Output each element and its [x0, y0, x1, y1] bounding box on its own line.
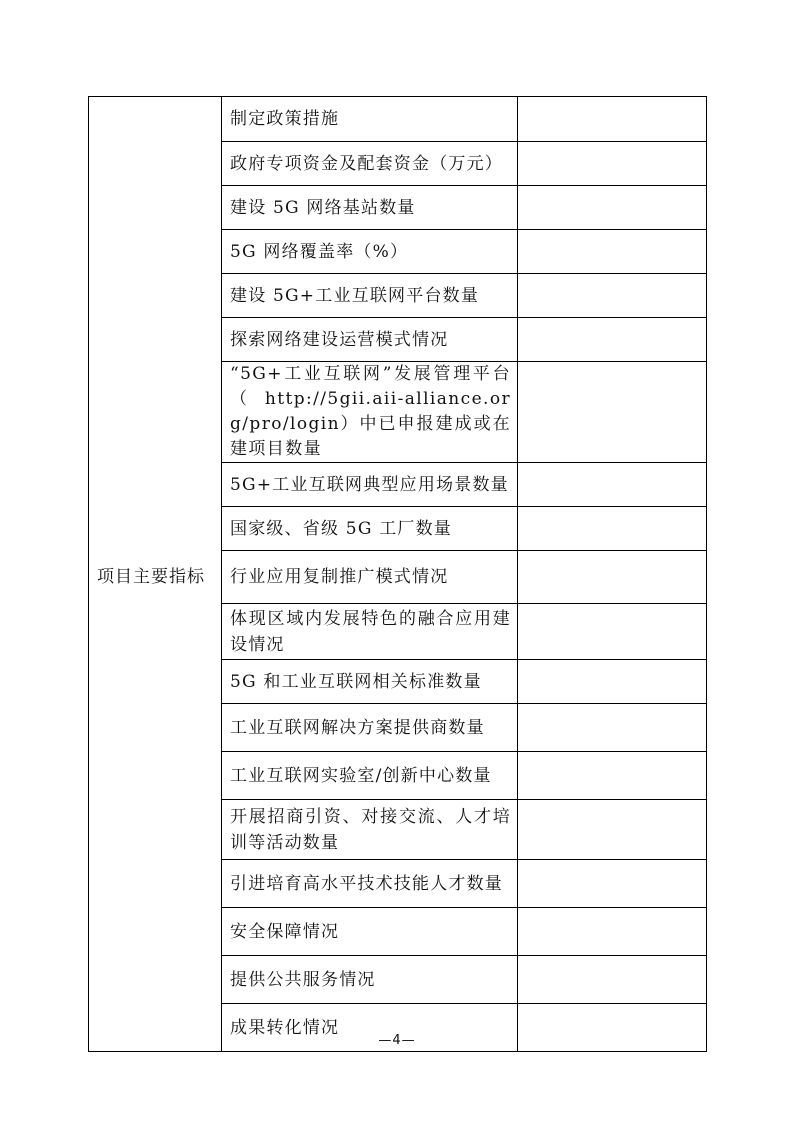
indicator-label: 政府专项资金及配套资金（万元）	[222, 142, 518, 186]
indicator-value-cell[interactable]	[518, 860, 707, 908]
category-cell: 项目主要指标	[89, 97, 222, 1052]
indicator-label: “5G+工业互联网”发展管理平台（ http://5gii.aii-alliance.org/pro/login）中已申报建成或在建项目数量	[222, 362, 518, 463]
indicator-label: 工业互联网实验室/创新中心数量	[222, 752, 518, 800]
indicator-value-cell[interactable]	[518, 660, 707, 704]
indicator-value-cell[interactable]	[518, 318, 707, 362]
indicator-value-cell[interactable]	[518, 908, 707, 956]
indicator-value-cell[interactable]	[518, 800, 707, 860]
page-number: —4—	[378, 1033, 416, 1048]
indicator-value-cell[interactable]	[518, 956, 707, 1004]
indicator-label: 成果转化情况	[222, 1004, 518, 1052]
indicator-label: 行业应用复制推广模式情况	[222, 551, 518, 604]
table-row	[89, 97, 707, 142]
indicator-value-cell[interactable]	[518, 142, 707, 186]
indicator-label: 制定政策措施	[222, 97, 518, 142]
indicator-table	[88, 96, 707, 1052]
indicator-value-cell[interactable]	[518, 463, 707, 507]
indicator-value-cell[interactable]	[518, 551, 707, 604]
indicator-label: 建设 5G 网络基站数量	[222, 186, 518, 230]
indicator-value-cell[interactable]	[518, 507, 707, 551]
indicator-label: 建设 5G+工业互联网平台数量	[222, 274, 518, 318]
indicator-label: 引进培育高水平技术技能人才数量	[222, 860, 518, 908]
indicator-value-cell[interactable]	[518, 186, 707, 230]
indicator-label: 探索网络建设运营模式情况	[222, 318, 518, 362]
indicator-label: 开展招商引资、对接交流、人才培训等活动数量	[222, 800, 518, 860]
indicator-label: 5G 网络覆盖率（%）	[222, 230, 518, 274]
indicator-label: 5G 和工业互联网相关标准数量	[222, 660, 518, 704]
indicator-value-cell[interactable]	[518, 704, 707, 752]
indicator-value-cell[interactable]	[518, 97, 707, 142]
indicator-value-cell[interactable]	[518, 274, 707, 318]
indicator-label: 体现区域内发展特色的融合应用建设情况	[222, 604, 518, 660]
indicator-value-cell[interactable]	[518, 230, 707, 274]
indicator-label: 提供公共服务情况	[222, 956, 518, 1004]
indicator-value-cell[interactable]	[518, 752, 707, 800]
indicator-label: 国家级、省级 5G 工厂数量	[222, 507, 518, 551]
indicator-label: 工业互联网解决方案提供商数量	[222, 704, 518, 752]
indicator-value-cell[interactable]	[518, 362, 707, 463]
indicator-label: 安全保障情况	[222, 908, 518, 956]
indicator-value-cell[interactable]	[518, 604, 707, 660]
indicator-label: 5G+工业互联网典型应用场景数量	[222, 463, 518, 507]
